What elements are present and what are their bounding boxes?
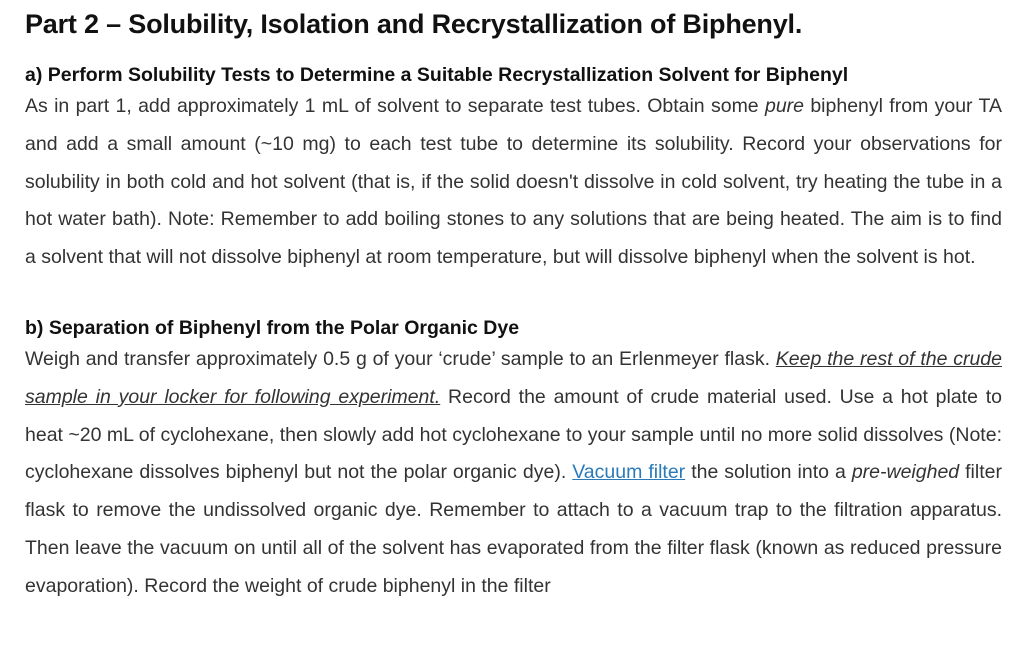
vacuum-filter-link[interactable]: Vacuum filter <box>572 461 686 484</box>
section-b-text-1: Weigh and transfer approximately 0.5 g of your ‘crude’ sample to an Erlenmeyer flask. <box>25 347 776 370</box>
section-b-text-3: the solution into a <box>685 461 852 484</box>
page-title: Part 2 – Solubility, Isolation and Recrystallization of Biphenyl. <box>25 9 803 39</box>
section-a-text-2: biphenyl from your TA and add a small amount (~10 mg) to each test tube to determine its solubility. Record your observations for solubility in both cold and hot solvent (that is, if the solid doesn't dissolve in cold solvent, try heating the tube in a hot water bath). Note: Remember to add boiling stones to any solutions that are being heated. The aim is to find a solvent that will not dissolve biphenyl at room temperature, but will dissolve biphenyl when the solvent is hot. <box>25 95 1002 269</box>
section-a-heading: a) Perform Solubility Tests to Determine a Suitable Recrystallization Solvent for Biphenyl <box>25 64 849 86</box>
section-a-paragraph <box>25 88 1002 277</box>
section-a-emphasis-pure: pure <box>764 95 805 117</box>
section-b-text-2: Record the amount of crude material used. Use a hot plate to heat ~20 mL of cyclohexane, then slowly add hot cyclohexane to your sample until no more solid dissolves (Note: cyclohexane dissolves biphenyl but not the polar organic dye). <box>25 385 1002 484</box>
section-b-paragraph <box>25 341 1002 606</box>
section-b-text-4: filter flask to remove the undissolved organic dye. Remember to attach to a vacuum trap to the filtration apparatus. Then leave the vacuum on until all of the solvent has evaporated from the filter flask (known as reduced pressure evaporation). Record the weight of crude biphenyl in the filter <box>25 461 1002 597</box>
section-b-emphasis-pre-weighed: pre-weighed <box>851 461 960 484</box>
section-b-underlined-note: Keep the rest of the crude sample in your locker for following experiment. <box>25 347 1002 408</box>
section-b-heading: b) Separation of Biphenyl from the Polar Organic Dye <box>25 316 520 339</box>
section-a-text-1: As in part 1, add approximately 1 mL of solvent to separate test tubes. Obtain some <box>25 95 765 117</box>
